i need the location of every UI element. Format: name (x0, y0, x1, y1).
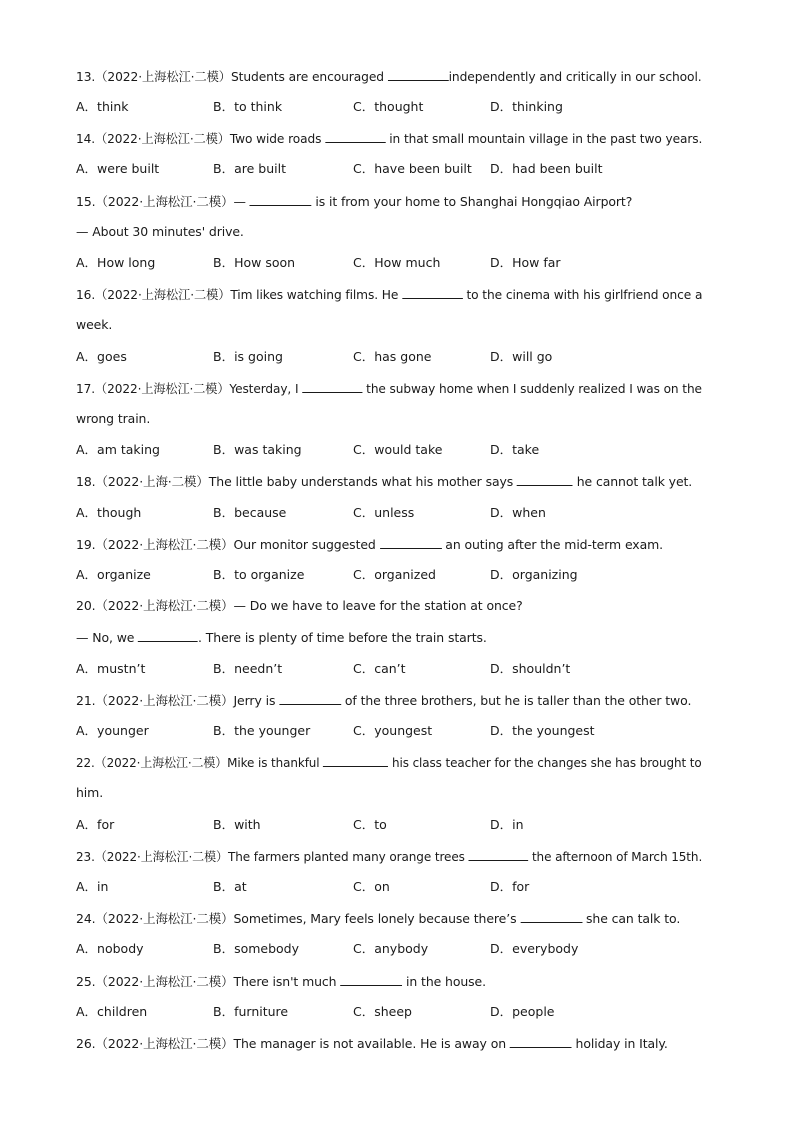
question-text: of the three brothers, but he is taller than the other two. (341, 693, 692, 708)
question-text: Our monitor suggested (233, 537, 380, 552)
option-c[interactable]: C．How much (353, 255, 441, 270)
options-14 (76, 161, 756, 177)
question-text: — Do we have to leave for the station at once? (233, 598, 523, 613)
option-b[interactable]: B．somebody (213, 941, 300, 956)
option-b[interactable]: B．to think (213, 99, 283, 114)
answer-blank (520, 910, 582, 923)
question-source: （2022·上海松江·二模） (95, 598, 234, 613)
option-c[interactable]: C．unless (353, 505, 415, 520)
option-a[interactable]: A．How long (76, 255, 156, 270)
question-15-continued (76, 224, 702, 240)
question-text: Mike is thankful (227, 755, 324, 770)
question-text: Yesterday, I (229, 381, 303, 396)
question-text: to the cinema with his girlfriend once a (462, 287, 703, 302)
option-d[interactable]: D．in (490, 817, 524, 832)
question-text: the afternoon of March 15th. (528, 849, 703, 864)
option-c[interactable]: C．anybody (353, 941, 429, 956)
question-text: — About 30 minutes' drive. (76, 224, 244, 239)
question-23 (76, 848, 703, 865)
question-text: Students are encouraged (230, 69, 388, 84)
options-18 (76, 505, 756, 521)
option-d[interactable]: D．had been built (490, 161, 603, 176)
answer-blank (138, 629, 198, 642)
question-number: 25. (76, 974, 96, 989)
question-text: — No, we (76, 630, 139, 645)
answer-blank (517, 473, 573, 486)
options-23 (76, 879, 756, 895)
option-d[interactable]: D．people (490, 1004, 555, 1019)
option-a[interactable]: A．mustn’t (76, 661, 146, 676)
option-c[interactable]: C．thought (353, 99, 424, 114)
answer-blank (402, 286, 463, 299)
question-source: （2022·上海松江·二模） (95, 381, 230, 396)
question-text: . There is plenty of time before the train starts. (198, 630, 487, 645)
question-source: （2022·上海·二模） (95, 474, 209, 489)
option-b[interactable]: B．was taking (213, 442, 302, 457)
option-b[interactable]: B．is going (213, 349, 283, 364)
question-source: （2022·上海松江·二模） (95, 131, 230, 146)
question-text: an outing after the mid-term exam. (441, 537, 664, 552)
question-number: 18. (76, 474, 96, 489)
answer-blank (510, 1035, 572, 1048)
option-b[interactable]: B．the younger (213, 723, 311, 738)
option-d[interactable]: D．thinking (490, 99, 563, 114)
question-source: （2022·上海松江·二模） (95, 69, 231, 84)
question-number: 20. (76, 598, 96, 613)
question-text: holiday in Italy. (571, 1036, 668, 1051)
question-source: （2022·上海松江·二模） (95, 974, 234, 989)
option-c[interactable]: C．sheep (353, 1004, 412, 1019)
question-17-continued (76, 411, 702, 427)
question-15 (76, 193, 702, 210)
question-17 (76, 380, 702, 397)
option-d[interactable]: D．will go (490, 349, 553, 364)
options-13 (76, 99, 756, 115)
option-b[interactable]: B．with (213, 817, 261, 832)
option-b[interactable]: B．needn’t (213, 661, 283, 676)
question-text: week. (76, 317, 113, 332)
question-number: 13. (76, 69, 96, 84)
question-text: Jerry is (233, 693, 280, 708)
question-text: Two wide roads (229, 131, 326, 146)
option-a[interactable]: A．nobody (76, 941, 144, 956)
option-a[interactable]: A．think (76, 99, 129, 114)
option-a[interactable]: A．were built (76, 161, 160, 176)
question-text: in that small mountain village in the past two years. (385, 131, 703, 146)
option-b[interactable]: B．to organize (213, 567, 305, 582)
answer-blank (323, 754, 388, 767)
question-number: 22. (76, 755, 95, 770)
answer-blank (388, 68, 449, 81)
option-d[interactable]: D．when (490, 505, 546, 520)
question-16-continued (76, 317, 702, 333)
question-number: 24. (76, 911, 96, 926)
question-13 (76, 68, 702, 85)
question-text: wrong train. (76, 411, 151, 426)
question-22-continued (76, 785, 702, 801)
question-source: （2022·上海松江·二模） (94, 755, 228, 770)
question-19 (76, 536, 702, 553)
option-c[interactable]: C．has gone (353, 349, 432, 364)
answer-blank (469, 848, 529, 861)
question-22 (76, 754, 702, 771)
question-text: There isn't much (233, 974, 341, 989)
options-21 (76, 723, 756, 739)
question-number: 26. (76, 1036, 96, 1051)
option-c[interactable]: C．on (353, 879, 390, 894)
question-text: his class teacher for the changes she has brought to (388, 755, 702, 770)
option-a[interactable]: A．for (76, 817, 115, 832)
option-d[interactable]: D．the youngest (490, 723, 595, 738)
question-text: him. (76, 785, 104, 800)
answer-blank (380, 536, 442, 549)
option-d[interactable]: D．shouldn’t (490, 661, 571, 676)
option-a[interactable]: A．in (76, 879, 109, 894)
options-22 (76, 817, 756, 833)
question-21 (76, 692, 702, 709)
option-a[interactable]: A．goes (76, 349, 127, 364)
options-17 (76, 442, 756, 458)
question-text: the subway home when I suddenly realized I was on the (362, 381, 702, 396)
option-b[interactable]: B．How soon (213, 255, 296, 270)
option-d[interactable]: D．everybody (490, 941, 579, 956)
answer-blank (279, 692, 341, 705)
question-25 (76, 973, 702, 990)
question-text: Sometimes, Mary feels lonely because there’s (233, 911, 521, 926)
question-20-continued (76, 629, 702, 646)
question-text: The little baby understands what his mother says (208, 474, 518, 489)
options-16 (76, 349, 756, 365)
question-text: is it from your home to Shanghai Hongqiao Airport? (311, 194, 633, 209)
question-text: he cannot talk yet. (572, 474, 693, 489)
option-c[interactable]: C．to (353, 817, 387, 832)
question-source: （2022·上海松江·二模） (95, 1036, 234, 1051)
question-number: 15. (76, 194, 96, 209)
option-a[interactable]: A．organize (76, 567, 151, 582)
option-a[interactable]: A．am taking (76, 442, 160, 457)
option-a[interactable]: A．younger (76, 723, 149, 738)
question-number: 16. (76, 287, 96, 302)
question-text: in the house. (402, 974, 487, 989)
option-c[interactable]: C．organized (353, 567, 436, 582)
option-b[interactable]: B．because (213, 505, 287, 520)
question-text: independently and critically in our school. (448, 69, 702, 84)
answer-blank (340, 973, 402, 986)
option-a[interactable]: A．children (76, 1004, 148, 1019)
question-number: 14. (76, 131, 96, 146)
options-19 (76, 567, 756, 583)
question-16 (76, 286, 703, 303)
option-b[interactable]: B．furniture (213, 1004, 289, 1019)
question-24 (76, 910, 702, 927)
question-number: 23. (76, 849, 95, 864)
question-number: 21. (76, 693, 96, 708)
option-b[interactable]: B．at (213, 879, 247, 894)
option-c[interactable]: C．have been built (353, 161, 472, 176)
option-d[interactable]: D．take (490, 442, 540, 457)
question-text: Tim likes watching films. He (230, 287, 403, 302)
question-source: （2022·上海松江·二模） (95, 911, 234, 926)
question-source: （2022·上海松江·二模） (95, 194, 234, 209)
question-26 (76, 1035, 702, 1052)
option-c[interactable]: C．would take (353, 442, 443, 457)
question-number: 19. (76, 537, 96, 552)
options-15 (76, 255, 756, 271)
option-d[interactable]: D．for (490, 879, 530, 894)
options-25 (76, 1004, 756, 1020)
answer-blank (325, 130, 385, 143)
question-14 (76, 130, 703, 147)
option-d[interactable]: D．organizing (490, 567, 578, 582)
question-source: （2022·上海松江·二模） (95, 537, 234, 552)
option-c[interactable]: C．youngest (353, 723, 433, 738)
option-b[interactable]: B．are built (213, 161, 286, 176)
question-text: she can talk to. (582, 911, 681, 926)
question-20 (76, 598, 702, 614)
answer-blank (302, 380, 362, 393)
answer-blank (250, 193, 312, 206)
options-20 (76, 661, 756, 677)
option-d[interactable]: D．How far (490, 255, 561, 270)
options-24 (76, 941, 756, 957)
question-text: — (233, 194, 250, 209)
option-c[interactable]: C．can’t (353, 661, 406, 676)
option-a[interactable]: A．though (76, 505, 142, 520)
question-source: （2022·上海松江·二模） (95, 693, 234, 708)
question-text: The manager is not available. He is away on (233, 1036, 510, 1051)
question-source: （2022·上海松江·二模） (95, 287, 231, 302)
question-18 (76, 473, 702, 490)
question-text: The farmers planted many orange trees (227, 849, 469, 864)
question-number: 17. (76, 381, 96, 396)
question-source: （2022·上海松江·二模） (94, 849, 228, 864)
